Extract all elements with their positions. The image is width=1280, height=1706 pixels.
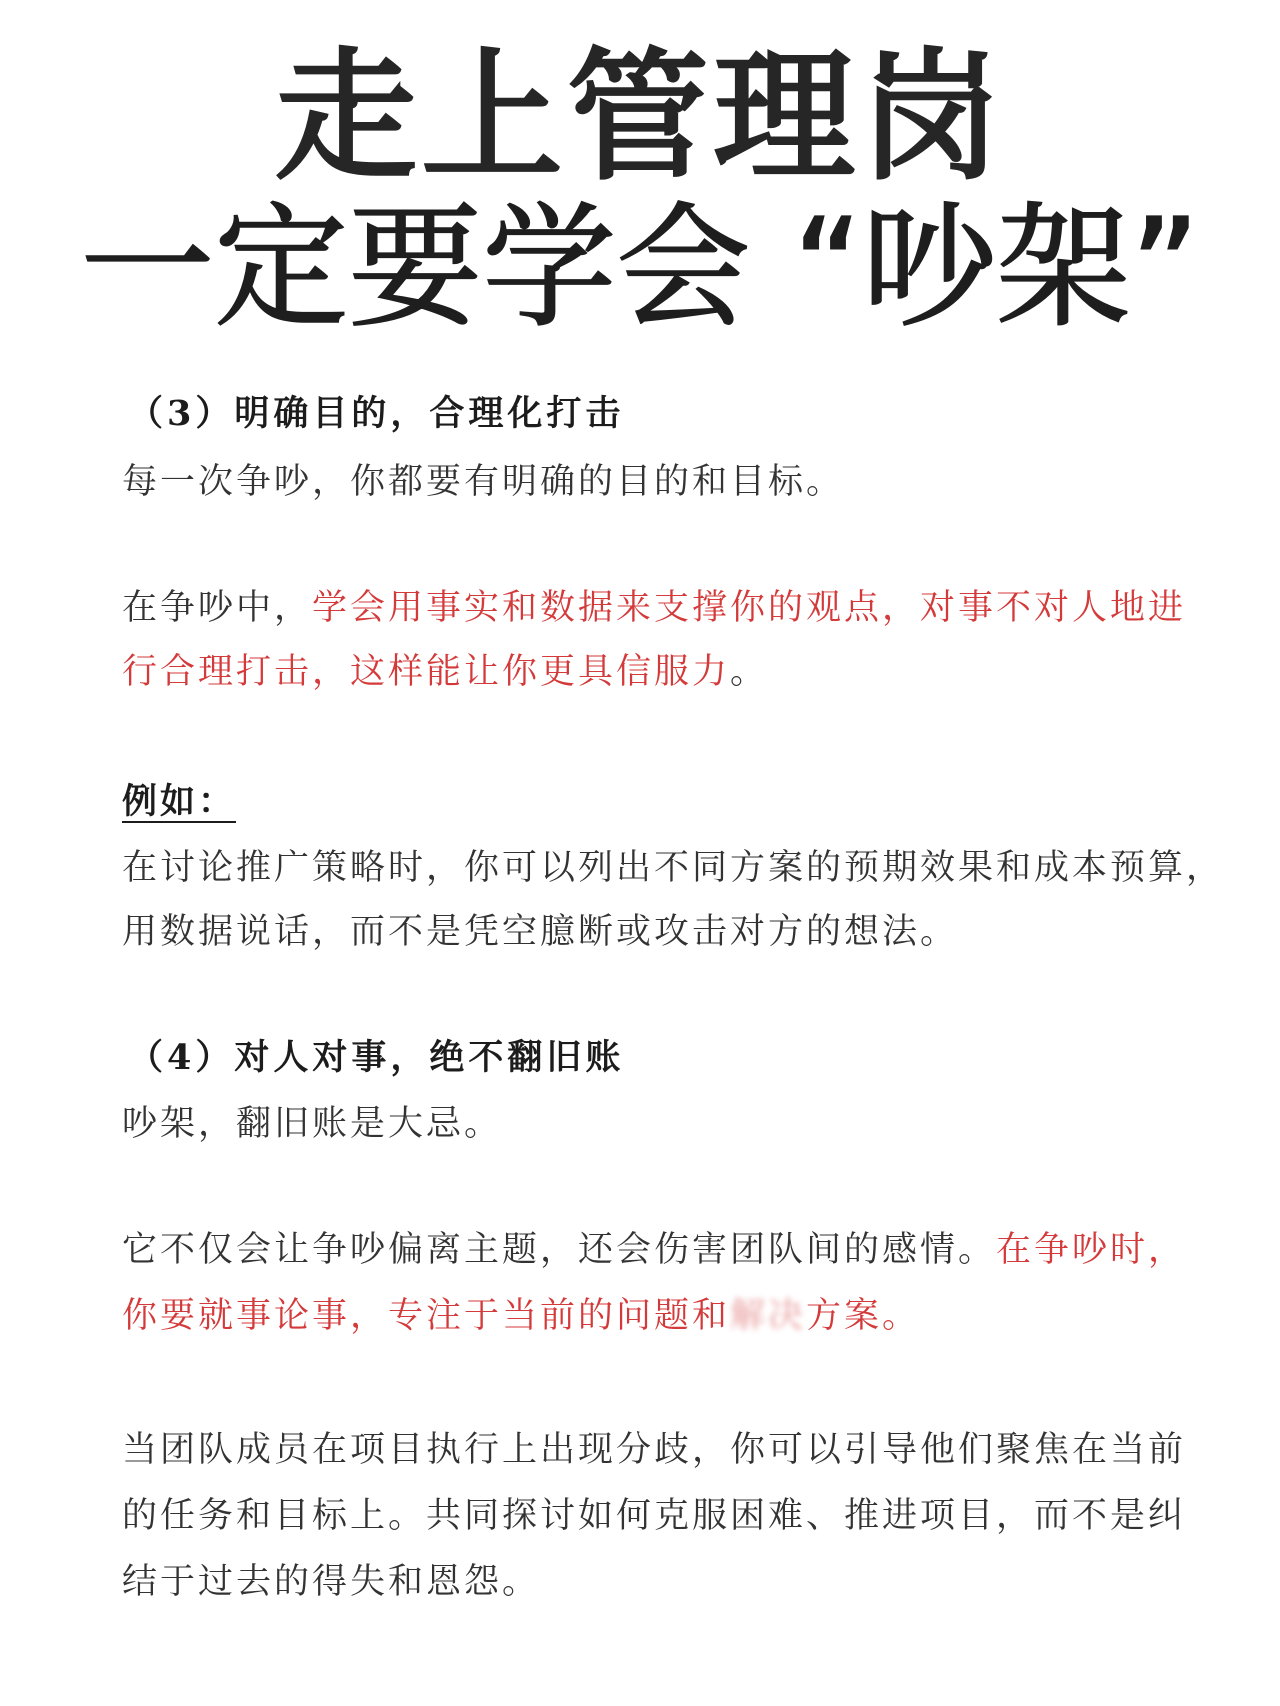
section-3-heading: （3）明确目的，合理化打击 xyxy=(128,393,625,434)
title-line-1: 走上管理岗 xyxy=(275,35,1005,200)
example-line-1: 在讨论推广策略时，你可以列出不同方案的预期效果和成本预算， xyxy=(122,848,1225,888)
section-4-paragraph-2-line-1 xyxy=(122,1228,1186,1272)
section-4-highlight-obscured: 解决 xyxy=(730,1296,807,1336)
section-3-highlight-1: 学会用事实和数据来支撑你的观点，对事不对人地进 xyxy=(312,588,1187,628)
title-line-2: 一定要学会 “吵架” xyxy=(80,190,1200,346)
example-label-text: 例如： xyxy=(122,781,237,822)
section-3-highlight-2: 行合理打击，这样能让你更具信服力 xyxy=(122,652,731,692)
section-4-highlight-2a: 你要就事论事，专注于当前的问题和 xyxy=(122,1296,731,1336)
section-4-paragraph-2-prefix: 它不仅会让争吵偏离主题，还会伤害团队间的感情。 xyxy=(122,1230,997,1270)
section-3-paragraph-2-line-1 xyxy=(122,586,1186,630)
section-4-highlight-1: 在争吵时， xyxy=(996,1230,1187,1270)
section-4-paragraph-2-line-2 xyxy=(122,1294,920,1338)
section-3-paragraph-2-prefix: 在争吵中， xyxy=(122,588,313,628)
section-4-heading: （4）对人对事，绝不翻旧账 xyxy=(128,1037,625,1078)
section-4-highlight-2c: 方案。 xyxy=(806,1296,921,1336)
section-4-paragraph-3-line-3: 结于过去的得失和恩怨。 xyxy=(122,1562,541,1602)
section-3-paragraph-2-line-2 xyxy=(122,650,768,694)
section-4-paragraph-1: 吵架，翻旧账是大忌。 xyxy=(122,1104,503,1144)
section-3-paragraph-2-end: 。 xyxy=(730,652,769,692)
example-label xyxy=(122,780,236,824)
section-3-paragraph-1: 每一次争吵，你都要有明确的目的和目标。 xyxy=(122,462,845,502)
section-4-paragraph-3-line-1: 当团队成员在项目执行上出现分歧，你可以引导他们聚焦在当前 xyxy=(122,1430,1187,1470)
example-line-2: 用数据说话，而不是凭空臆断或攻击对方的想法。 xyxy=(122,912,959,952)
section-4-paragraph-3-line-2: 的任务和目标上。共同探讨如何克服困难、推进项目，而不是纠 xyxy=(122,1496,1187,1536)
